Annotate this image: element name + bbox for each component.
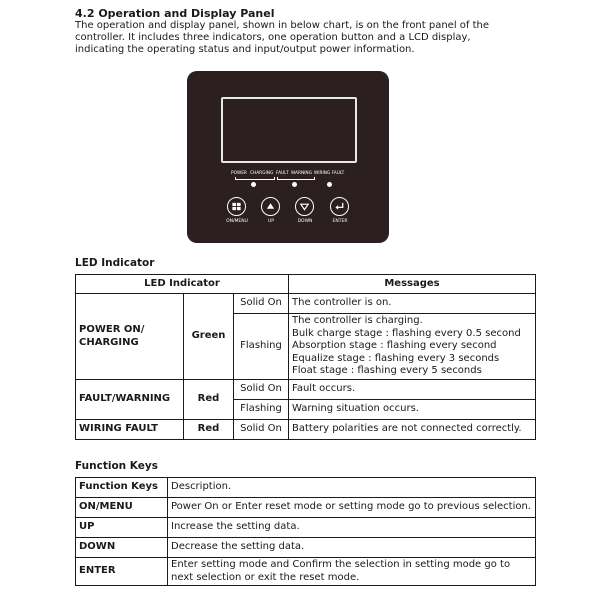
function-key-name: ON/MENU xyxy=(76,498,168,518)
indicator-label-fault: FAULT xyxy=(276,171,289,176)
function-keys-table xyxy=(75,477,536,586)
up-arrow-icon xyxy=(265,201,276,212)
led-table-header-indicator: LED Indicator xyxy=(76,275,289,294)
intro-paragraph: The operation and display panel, shown in below chart, is on the front panel of the controller. It includes three indicators, one operation button and a LCD display, indicating the operating status and input/output power information. xyxy=(75,20,490,55)
control-panel-illustration xyxy=(187,71,389,243)
led-color: Red xyxy=(184,380,234,420)
led-state: Solid On xyxy=(234,380,289,400)
function-key-description: Power On or Enter reset mode or setting mode go to previous selection. xyxy=(168,498,536,518)
led-state: Solid On xyxy=(234,420,289,440)
indicator-brace-fault xyxy=(277,177,315,180)
menu-icon xyxy=(231,201,242,212)
enter-button-label: ENTER xyxy=(332,219,348,224)
led-indicator-name: FAULT/WARNING xyxy=(76,380,184,420)
function-key-name: ENTER xyxy=(76,558,168,586)
section-heading: 4.2 Operation and Display Panel xyxy=(75,7,275,20)
function-table-header-key: Function Keys xyxy=(76,478,168,498)
function-key-description: Increase the setting data. xyxy=(168,518,536,538)
function-key-description: Decrease the setting data. xyxy=(168,538,536,558)
function-keys-title: Function Keys xyxy=(75,460,158,472)
function-key-description: Enter setting mode and Confirm the selection in setting mode go to next selection or exit the reset mode. xyxy=(168,558,536,586)
led-message: Battery polarities are not connected correctly. xyxy=(289,420,536,440)
led-message: Fault occurs. xyxy=(289,380,536,400)
indicator-label-warning: WARNING xyxy=(291,171,312,176)
led-table-header-messages: Messages xyxy=(289,275,536,294)
function-key-name: UP xyxy=(76,518,168,538)
led-indicator-table xyxy=(75,274,536,440)
enter-button[interactable] xyxy=(330,197,349,216)
led-indicator-name: POWER ON/ CHARGING xyxy=(76,294,184,380)
up-button[interactable] xyxy=(261,197,280,216)
enter-icon xyxy=(334,201,345,212)
led-message: Warning situation occurs. xyxy=(289,400,536,420)
led-state: Solid On xyxy=(234,294,289,314)
indicator-label-wiring-fault: WIRING FAULT xyxy=(314,171,345,176)
led-power-charging xyxy=(251,182,256,187)
led-state: Flashing xyxy=(234,314,289,380)
function-key-name: DOWN xyxy=(76,538,168,558)
onmenu-button[interactable] xyxy=(227,197,246,216)
indicator-brace-power xyxy=(235,177,275,180)
led-color: Green xyxy=(184,294,234,380)
led-message: The controller is on. xyxy=(289,294,536,314)
led-wiring-fault xyxy=(327,182,332,187)
led-state: Flashing xyxy=(234,400,289,420)
led-indicator-title: LED Indicator xyxy=(75,257,155,269)
down-button-label: DOWN xyxy=(297,219,313,224)
led-indicator-name: WIRING FAULT xyxy=(76,420,184,440)
led-fault-warning xyxy=(292,182,297,187)
onmenu-button-label: ON/MENU xyxy=(226,219,248,224)
lcd-display xyxy=(221,97,357,163)
indicator-label-charging: CHARGING xyxy=(250,171,274,176)
led-message: The controller is charging. Bulk charge stage : flashing every 0.5 second Absorption stage : flashing every second Equalize stage : flashing every 3 seconds Float stage : flashing every 5 seconds xyxy=(289,314,536,380)
function-table-header-description: Description. xyxy=(168,478,536,498)
down-button[interactable] xyxy=(295,197,314,216)
down-arrow-icon xyxy=(299,201,310,212)
indicator-label-power: POWER xyxy=(231,171,247,176)
led-color: Red xyxy=(184,420,234,440)
up-button-label: UP xyxy=(267,219,274,224)
